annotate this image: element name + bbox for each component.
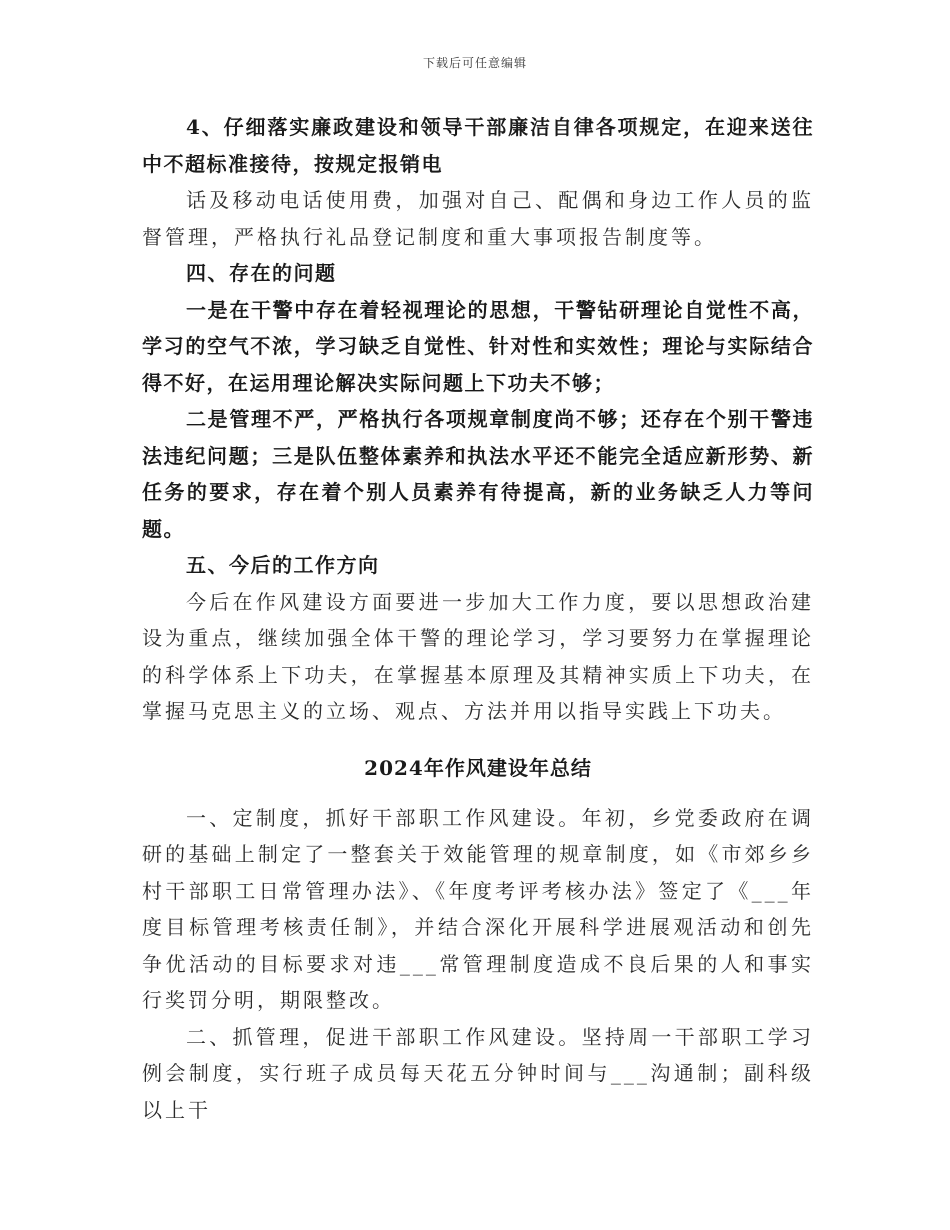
paragraph-problem-one: 一是在干警中存在着轻视理论的思想，干警钻研理论自觉性不高，学习的空气不浓，学习缺乏自觉性、针对性和实效性；理论与实际结合得不好，在运用理论解决实际问题上下功夫不够；: [142, 297, 814, 395]
document-body: [142, 109, 814, 1128]
page-header-note: 下载后可任意编辑: [422, 56, 527, 70]
paragraph-management: 二、抓管理，促进干部职工作风建设。坚持周一干部职工学习例会制度，实行班子成员每天花五分钟时间与___沟通制；副科级以上干: [142, 1024, 814, 1122]
paragraph-integrity-rules: 4、仔细落实廉政建设和领导干部廉洁自律各项规定，在迎来送往中不超标准接待，按规定报销电: [142, 115, 814, 176]
document-title: 2024年作风建设年总结: [364, 755, 592, 780]
paragraph-problem-two: 二是管理不严，严格执行各项规章制度尚不够；还存在个别干警违法违纪问题；三是队伍整体素养和执法水平还不能完全适应新形势、新任务的要求，存在着个别人员素养有待提高，新的业务缺乏人力等问题。: [142, 407, 814, 541]
section-heading-future: 五、今后的工作方向: [186, 553, 380, 577]
paragraph-future-direction: 今后在作风建设方面要进一步加大工作力度，要以思想政治建设为重点，继续加强全体干警的理论学习，学习要努力在掌握理论的科学体系上下功夫，在掌握基本原理及其精神实质上下功夫，在掌握马克思主义的立场、观点、方法并用以指导实践上下功夫。: [142, 589, 814, 723]
paragraph-set-rules: 一、定制度，抓好干部职工作风建设。年初，乡党委政府在调研的基础上制定了一整套关于效能管理的规章制度，如《市郊乡乡村干部职工日常管理办法》、《年度考评考核办法》签定了《___年度目标管理考核责任制》，并结合深化开展科学进展观活动和创先争优活动的目标要求对违___常管理制度造成不良后果的人和事实行奖罚分明，期限整改。: [142, 805, 814, 1012]
section-heading-problems: 四、存在的问题: [186, 261, 337, 285]
paragraph-phone-fees: 话及移动电话使用费，加强对自己、配偶和身边工作人员的监督管理，严格执行礼品登记制度和重大事项报告制度等。: [142, 188, 814, 249]
